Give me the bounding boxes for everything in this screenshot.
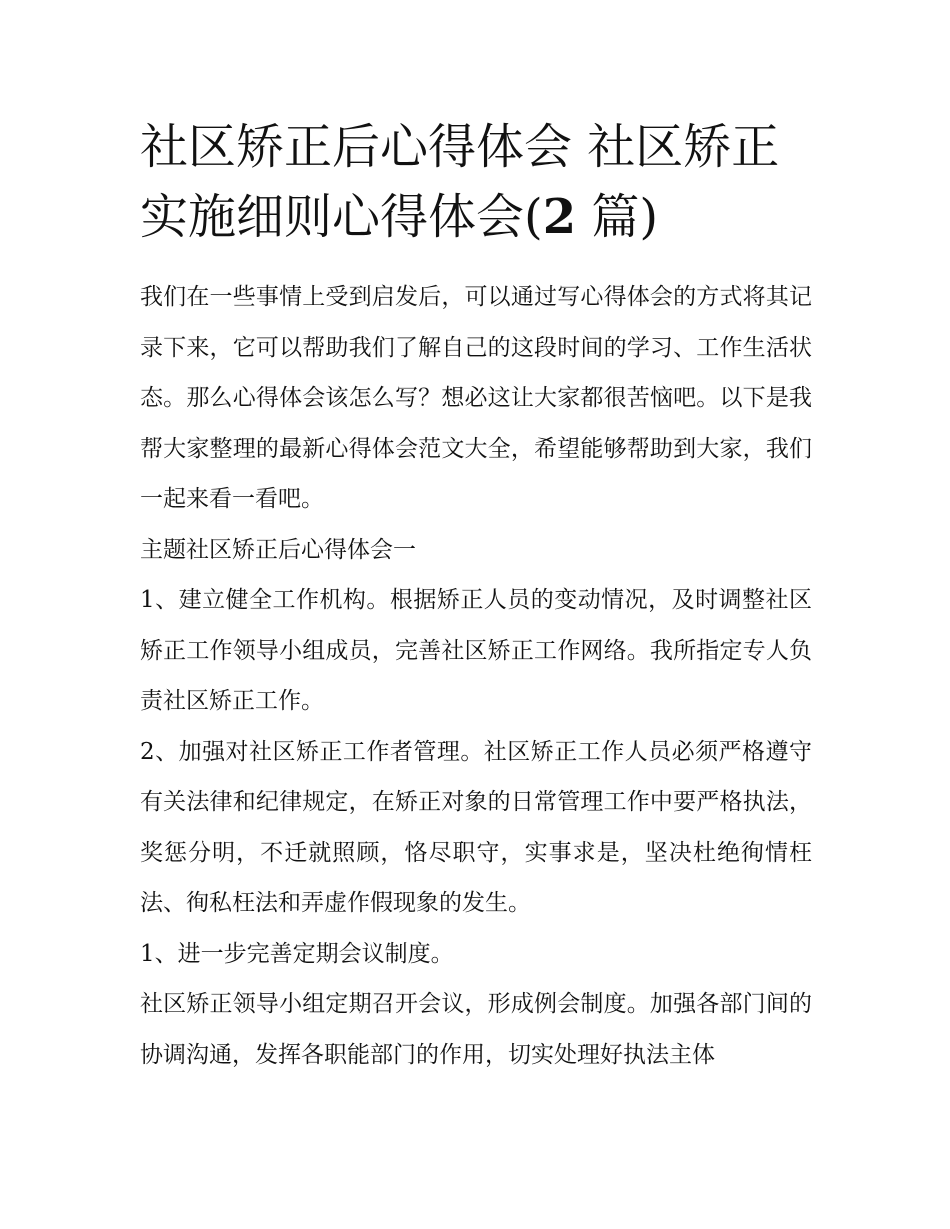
title-text-part1: 社区矫正后心得体会 社区矫正实施细则心得体会(: [140, 119, 780, 245]
paragraph-item-1: 1、建立健全工作机构。根据矫正人员的变动情况，及时调整社区矫正工作领导小组成员，完善社区矫正工作网络。我所指定专人负责社区矫正工作。: [140, 587, 812, 714]
document-title: [140, 112, 812, 252]
paragraph-subitem-1: 1、进一步完善定期会议制度。: [140, 940, 454, 967]
title-number: 2: [542, 189, 577, 245]
paragraph-item-2: 2、加强对社区矫正工作者管理。社区矫正工作人员必须严格遵守有关法律和纪律规定，在矫正对象的日常管理工作中要严格执法，奖惩分明，不迁就照顾，恪尽职守，实事求是，坚决杜绝徇情枉法、徇私枉法和弄虚作假现象的发生。: [140, 738, 812, 916]
document-page: [140, 112, 812, 1080]
paragraph-meeting: 社区矫正领导小组定期召开会议，形成例会制度。加强各部门间的协调沟通，发挥各职能部门的作用，切实处理好执法主体: [140, 991, 812, 1068]
section-heading: 主题社区矫正后心得体会一: [140, 536, 416, 563]
intro-paragraph: 我们在一些事情上受到启发后，可以通过写心得体会的方式将其记录下来，它可以帮助我们了解自己的这段时间的学习、工作生活状态。那么心得体会该怎么写？想必这让大家都很苦恼吧。以下是我帮大家整理的最新心得体会范文大全，希望能够帮助到大家，我们一起来看一看吧。: [140, 284, 812, 512]
document-body: [140, 272, 812, 1080]
title-text-part2: 篇): [576, 189, 659, 245]
